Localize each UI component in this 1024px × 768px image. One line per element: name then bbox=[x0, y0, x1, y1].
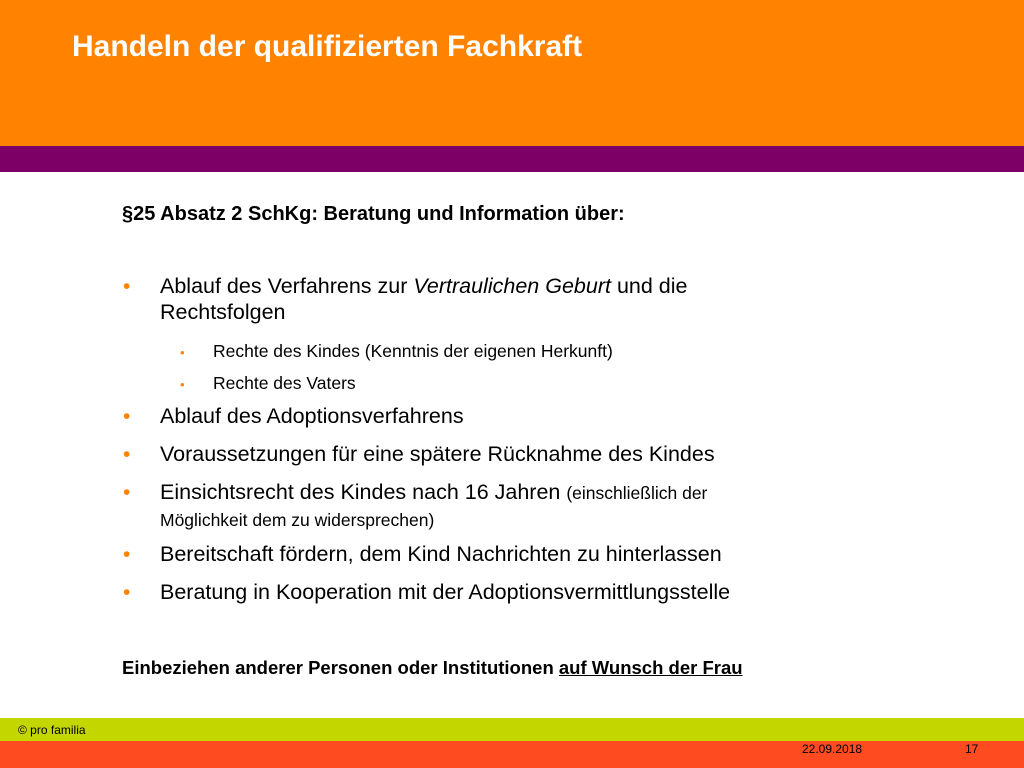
footer-red-band bbox=[0, 741, 1024, 768]
list-item-text: Einsichtsrecht des Kindes nach 16 Jahren bbox=[160, 480, 567, 504]
slide-title: Handeln der qualifizierten Fachkraft bbox=[72, 30, 583, 63]
header-bar bbox=[0, 0, 1024, 146]
page-number: 17 bbox=[965, 742, 979, 756]
section-subtitle: §25 Absatz 2 SchKg: Beratung und Information über: bbox=[122, 203, 625, 225]
list-item-note: (einschließlich der bbox=[566, 483, 708, 503]
closing-note-text: Einbeziehen anderer Personen oder Institutionen bbox=[122, 657, 559, 678]
bullet-icon: • bbox=[123, 581, 131, 604]
bullet-icon: • bbox=[180, 377, 185, 392]
bullet-icon: • bbox=[180, 345, 185, 360]
list-item: Bereitschaft fördern, dem Kind Nachrichten zu hinterlassen bbox=[160, 542, 722, 566]
list-item-note: Möglichkeit dem zu widersprechen) bbox=[160, 510, 435, 530]
footer-green-band bbox=[0, 718, 1024, 741]
bullet-icon: • bbox=[123, 543, 131, 566]
bullet-icon: • bbox=[123, 443, 131, 466]
sub-list-item: Rechte des Kindes (Kenntnis der eigenen Herkunft) bbox=[213, 341, 613, 361]
list-item: Beratung in Kooperation mit der Adoptionsvermittlungsstelle bbox=[160, 580, 731, 604]
list-item: Voraussetzungen für eine spätere Rücknahme des Kindes bbox=[160, 442, 715, 466]
closing-note bbox=[122, 657, 743, 679]
list-item: Ablauf des Adoptionsverfahrens bbox=[160, 404, 464, 428]
list-item bbox=[160, 479, 707, 533]
list-item-text: und die bbox=[610, 274, 688, 298]
copyright-label: © pro familia bbox=[18, 723, 86, 737]
bullet-icon: • bbox=[123, 481, 131, 504]
bullet-icon: • bbox=[123, 405, 131, 428]
slide-date: 22.09.2018 bbox=[802, 742, 863, 756]
bullet-icon: • bbox=[123, 275, 131, 298]
list-item bbox=[160, 273, 687, 325]
sub-list-item: Rechte des Vaters bbox=[213, 373, 356, 393]
header-stripe bbox=[0, 146, 1024, 172]
list-item-text: Ablauf des Verfahrens zur bbox=[160, 274, 414, 298]
closing-note-underlined: auf Wunsch der Frau bbox=[558, 657, 743, 678]
list-item-emphasis: Vertraulichen Geburt bbox=[413, 274, 611, 298]
list-item-text: Rechtsfolgen bbox=[160, 300, 286, 324]
